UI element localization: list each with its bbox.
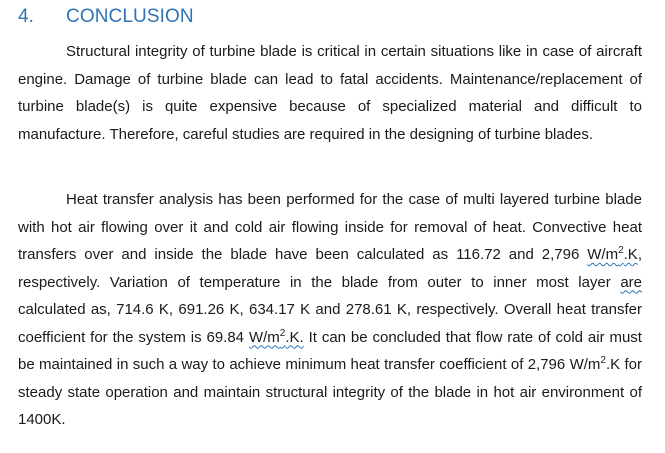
paragraph-2-text: It can be concluded that flow rate of cold air must be maintained in such a way to achieve minimum heat transfer coefficient of 2,796 W/m	[18, 328, 642, 373]
section-title: CONCLUSION	[66, 6, 194, 27]
spellcheck-unit-2: $W/m^2.K$.	[248, 327, 304, 346]
superscript-2: 2	[600, 355, 606, 366]
paragraph-2-text: , respectively. Variation of temperature in the blade from outer to inner most layer	[18, 246, 642, 291]
section-heading	[18, 6, 194, 28]
spellcheck-word-are: are	[620, 273, 642, 291]
paragraph-1: Structural integrity of turbine blade is critical in certain situations like in case of aircraft engine. Damage of turbine blade can lead to fatal accidents. Maintenance/replacement of turbine blade(s) is quite expensive because of specialized material and difficult to manufacture. Therefore, careful studies are required in the designing of turbine blades.	[18, 43, 642, 143]
paragraph-2	[18, 186, 642, 434]
section-number: 4.	[18, 6, 35, 27]
paragraph-2-text: Heat transfer analysis has been performed for the case of multi layered turbine blade with hot air flowing over it and cold air flowing inside for removal of heat. Convective heat transfers over and inside the blade have been calculated as 116.72 and 2,796	[18, 191, 642, 263]
paragraph-2-text: .K for steady state operation and maintain structural integrity of the blade in hot air environment of 1400K.	[18, 356, 642, 428]
paragraph-2-text: calculated as, 714.6 K, 691.26 K, 634.17 K and 278.61 K, respectively. Overall heat transfer coefficient for the system is 69.84	[18, 301, 642, 346]
spellcheck-unit-1: $W/m^2.K$	[587, 245, 638, 263]
